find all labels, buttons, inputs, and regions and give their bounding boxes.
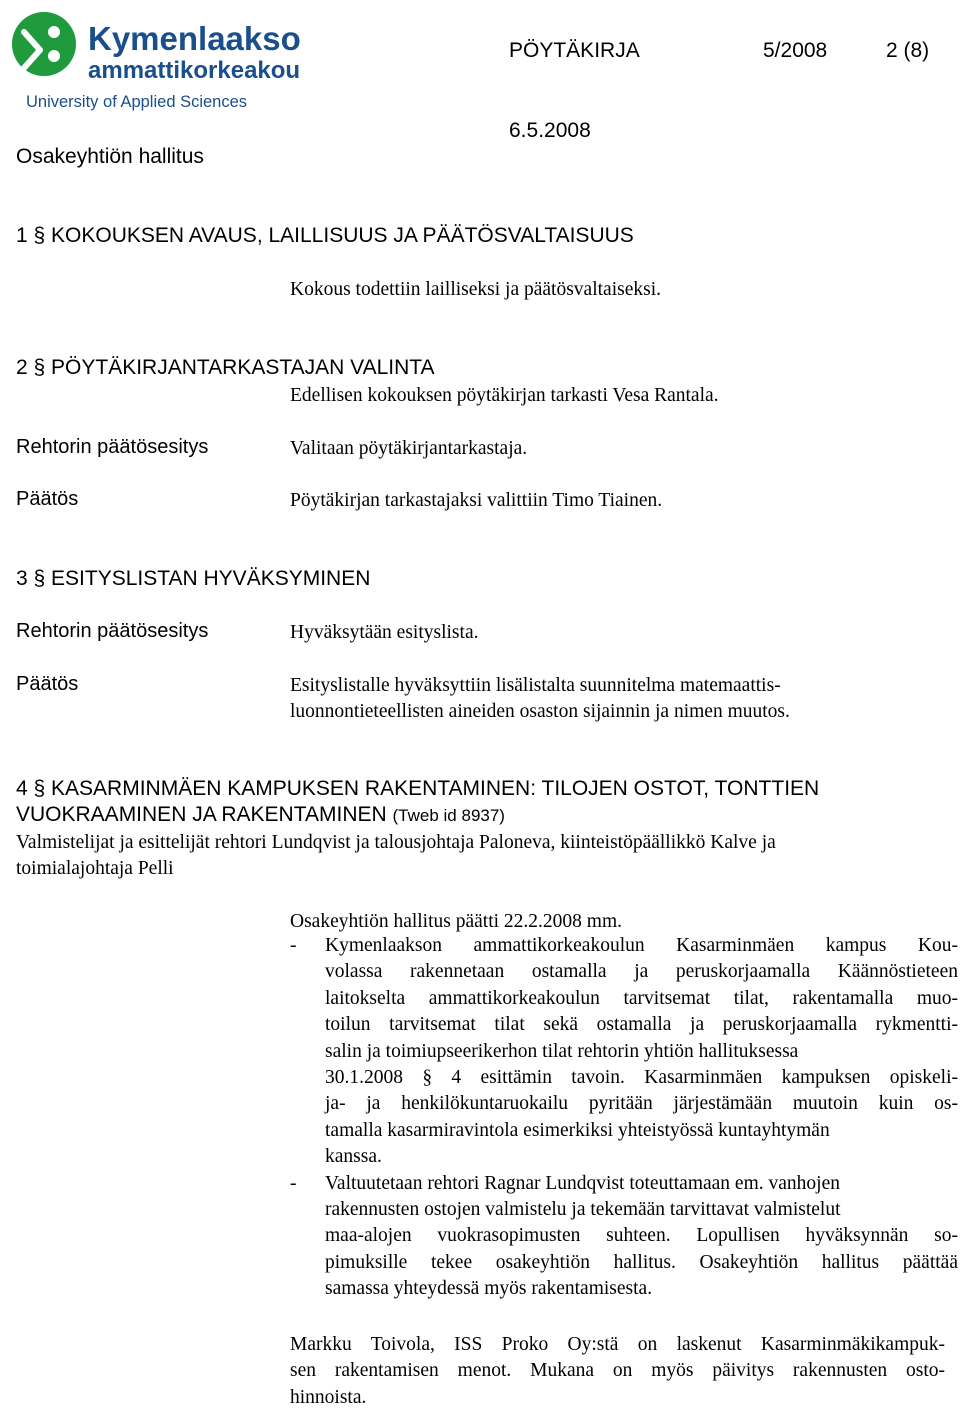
closing-line: sen rakentamisen menot. Mukana on myös päivitys rakennusten osto-: [290, 1360, 945, 1382]
list-item-line: toilun tarvitsemat tilat sekä ostamalla ja peruskorjaamalla rykmentti-: [325, 1014, 958, 1036]
section-4-heading-line2: [16, 803, 505, 827]
list-item-line: salin ja toimiupseerikerhon tilat rehtorin yhtiön hallituksessa: [325, 1040, 799, 1062]
section-3-decision-label: Päätös: [16, 673, 79, 695]
section-3-decision-line1: Esityslistalle hyväksyttiin lisälistalta suunnitelma matemaattis-: [290, 675, 781, 696]
list-item: [290, 933, 958, 1171]
list-item-line: maa-alojen vuokrasopimusten suhteen. Lopullisen hyväksynnän so-: [325, 1225, 958, 1247]
list-item-line: 30.1.2008 § 4 esittämin tavoin. Kasarminmäen kampuksen opiskeli-: [325, 1067, 958, 1089]
list-item-line: samassa yhteydessä myös rakentamisesta.: [325, 1278, 653, 1300]
decision-list: [290, 933, 958, 1303]
document-type: PÖYTÄKIRJA: [509, 39, 640, 62]
list-item-line: ja- ja henkilökuntaruokailu pyritään järjestämään muutoin kuin os-: [325, 1093, 958, 1115]
section-2-proposal-label: Rehtorin päätösesitys: [16, 436, 209, 458]
logo-name-line1: Kymenlaakson: [88, 20, 300, 57]
list-item: [290, 1171, 958, 1303]
institution-logo: [10, 10, 300, 115]
logo-name-line3: University of Applied Sciences: [26, 93, 248, 111]
section-4-preparers-line1: Valmistelijat ja esittelijät rehtori Lundqvist ja talousjohtaja Paloneva, kiinteistöpäällikkö Kalve ja: [16, 832, 776, 853]
section-2-text: Edellisen kokouksen pöytäkirjan tarkasti Vesa Rantala.: [290, 385, 719, 406]
section-2-decision-label: Päätös: [16, 488, 79, 510]
list-item-line: laitokselta ammattikorkeakoulun tarvitsemat tilat, rakentamalla muo-: [325, 987, 958, 1009]
section-3-heading: 3 § ESITYSLISTAN HYVÄKSYMINEN: [16, 567, 371, 590]
section-3-proposal: Hyväksytään esityslista.: [290, 622, 479, 643]
list-item-line: Valtuutetaan rehtori Ragnar Lundqvist toteuttamaan em. vanhojen: [325, 1172, 840, 1194]
section-1-text: Kokous todettiin lailliseksi ja päätösvaltaiseksi.: [290, 279, 661, 300]
section-2-heading: 2 § PÖYTÄKIRJANTARKASTAJAN VALINTA: [16, 356, 435, 379]
document-number: 5/2008: [763, 39, 828, 62]
list-item-line: tamalla kasarmiravintola esimerkiksi yhteistyössä kuntayhtymän: [325, 1119, 830, 1141]
section-2-decision: Pöytäkirjan tarkastajaksi valittiin Timo Tiainen.: [290, 490, 663, 511]
list-item-line: Kymenlaakson ammattikorkeakoulun Kasarminmäen kampus Kou-: [325, 935, 958, 956]
governing-body: Osakeyhtiön hallitus: [16, 145, 204, 168]
closing-line: Markku Toivola, ISS Proko Oy:stä on laskenut Kasarminmäkikampuk-: [290, 1334, 945, 1355]
list-item-line: pimuksille tekee osakeyhtiön hallitus. Osakeyhtiön hallitus päättää: [325, 1251, 958, 1273]
section-3-proposal-label: Rehtorin päätösesitys: [16, 620, 209, 642]
section-4-heading-ref: (Tweb id 8937): [392, 806, 505, 825]
closing-line: hinnoista.: [290, 1386, 367, 1408]
logo-mark-icon: [10, 10, 300, 115]
meeting-date: 6.5.2008: [509, 119, 591, 142]
section-4-preparers-line2: toimialajohtaja Pelli: [16, 858, 174, 879]
list-item-line: rakennusten ostojen valmistelu ja tekemään tarvittavat valmistelut: [325, 1199, 841, 1221]
list-item-line: kanssa.: [325, 1146, 382, 1168]
section-4-intro: Osakeyhtiön hallitus päätti 22.2.2008 mm.: [290, 911, 623, 932]
section-4-heading-text: VUOKRAAMINEN JA RAKENTAMINEN: [16, 803, 387, 826]
section-3-decision-line2: luonnontieteellisten aineiden osaston sijainnin ja nimen muutos.: [290, 701, 790, 722]
section-1-heading: 1 § KOKOUKSEN AVAUS, LAILLISUUS JA PÄÄTÖSVALTAISUUS: [16, 224, 634, 247]
section-2-proposal: Valitaan pöytäkirjantarkastaja.: [290, 438, 528, 459]
section-4-heading-line1: 4 § KASARMINMÄEN KAMPUKSEN RAKENTAMINEN: TILOJEN OSTOT, TONTTIEN: [16, 777, 820, 800]
list-item-line: volassa rakennetaan ostamalla ja peruskorjaamalla Käännöstieteen: [325, 961, 958, 983]
logo-name-line2: ammattikorkeakoulu: [88, 57, 300, 84]
page-number: 2 (8): [886, 39, 930, 62]
list-bullet: -: [290, 935, 297, 956]
list-bullet: -: [290, 1172, 297, 1194]
section-4-closing: [290, 1332, 945, 1411]
